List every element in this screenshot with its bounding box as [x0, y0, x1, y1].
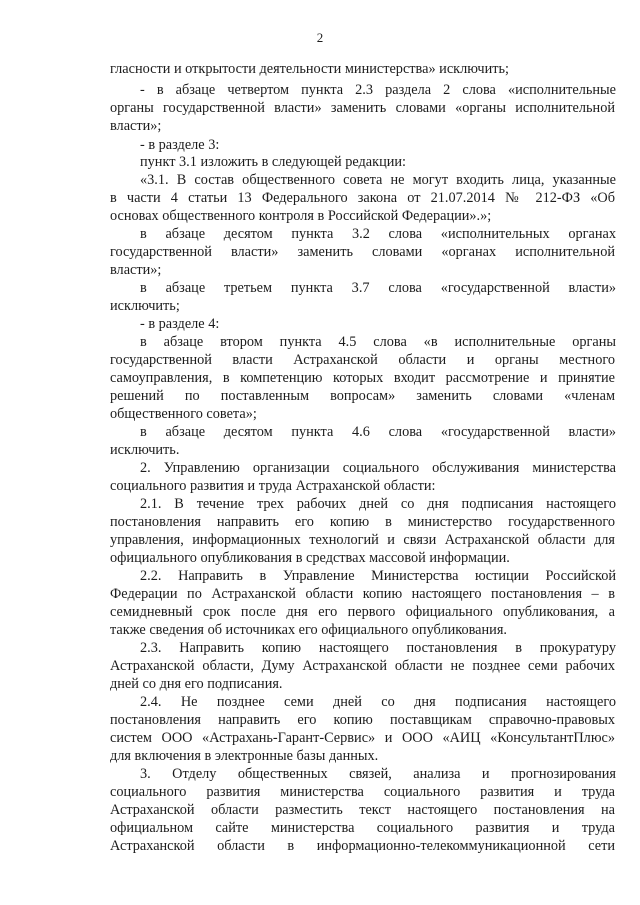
text-line: систем ООО «Астрахань-Гарант-Сервис» и ООО «АИЦ «КонсультантПлюс» — [110, 730, 615, 746]
text-line: также сведения об источниках его официального опубликования. — [110, 622, 507, 638]
text-line: социального развития и труда Астраханской области: — [110, 478, 436, 494]
text-line: 2.3. Направить копию настоящего постановления в прокуратуру — [140, 640, 616, 656]
text-line: в части 4 статьи 13 Федерального закона от 21.07.2014 № 212-ФЗ «Об — [110, 190, 615, 206]
text-line: для включения в электронные базы данных. — [110, 748, 379, 764]
text-line: власти»; — [110, 118, 162, 134]
text-line: постановления направить его копию поставщикам справочно-правовых — [110, 712, 615, 728]
text-line: государственной власти Астраханской области и органы местного — [110, 352, 615, 368]
text-line: исключить. — [110, 442, 180, 458]
text-line: власти»; — [110, 262, 162, 278]
text-line: 2.1. В течение трех рабочих дней со дня подписания настоящего — [140, 496, 616, 512]
text-line: самоуправления, в компетенцию которых входит рассмотрение и принятие — [110, 370, 615, 386]
text-line: в абзаце втором пункта 4.5 слова «в исполнительные органы — [140, 334, 616, 350]
text-line: гласности и открытости деятельности министерства» исключить; — [110, 61, 509, 77]
text-line: - в абзаце четвертом пункта 2.3 раздела 2 слова «исполнительные — [140, 82, 616, 98]
text-line: Федерации по Астраханской области копию настоящего постановления – в — [110, 586, 615, 602]
text-line: - в разделе 4: — [140, 316, 220, 332]
text-line: органы государственной власти» заменить словами «органы исполнительной — [110, 100, 615, 116]
text-line: 3. Отделу общественных связей, анализа и прогнозирования — [140, 766, 616, 782]
text-line: в абзаце третьем пункта 3.7 слова «государственной власти» — [140, 280, 616, 296]
text-line: Астраханской области разместить текст настоящего постановления на — [110, 802, 615, 818]
text-line: исключить; — [110, 298, 180, 314]
text-line: постановления направить его копию в министерство государственного — [110, 514, 615, 530]
text-line: - в разделе 3: — [140, 137, 220, 153]
text-line: в абзаце десятом пункта 4.6 слова «государственной власти» — [140, 424, 616, 440]
text-line: государственной власти» заменить словами «органах исполнительной — [110, 244, 615, 260]
text-line: официальном сайте министерства социального развития и труда — [110, 820, 615, 836]
text-line: «3.1. В состав общественного совета не могут входить лица, указанные — [140, 172, 616, 188]
text-line: Астраханской области, Думу Астраханской области не позднее семи рабочих — [110, 658, 615, 674]
text-line: управления, информационных технологий и связи Астраханской области для — [110, 532, 615, 548]
text-line: в абзаце десятом пункта 3.2 слова «исполнительных органах — [140, 226, 616, 242]
text-line: официального опубликования в средствах массовой информации. — [110, 550, 510, 566]
text-line: пункт 3.1 изложить в следующей редакции: — [140, 154, 407, 170]
text-line: дней со дня его подписания. — [110, 676, 283, 692]
text-line: семидневный срок после дня его первого официального опубликования, а — [110, 604, 615, 620]
text-line: решений по поставленным вопросам» заменить словами «членам — [110, 388, 615, 404]
text-line: 2.2. Направить в Управление Министерства юстиции Российской — [140, 568, 616, 584]
text-line: 2. Управлению организации социального обслуживания министерства — [140, 460, 616, 476]
text-line: социального развития министерства социального развития и труда — [110, 784, 615, 800]
text-line: 2.4. Не позднее семи дней со дня подписания настоящего — [140, 694, 616, 710]
page-number: 2 — [316, 30, 324, 45]
text-line: общественного совета»; — [110, 406, 257, 422]
text-line: Астраханской области в информационно-телекоммуникационной сети — [110, 838, 615, 854]
text-line: основах общественного контроля в Российской Федерации».»; — [110, 208, 492, 224]
